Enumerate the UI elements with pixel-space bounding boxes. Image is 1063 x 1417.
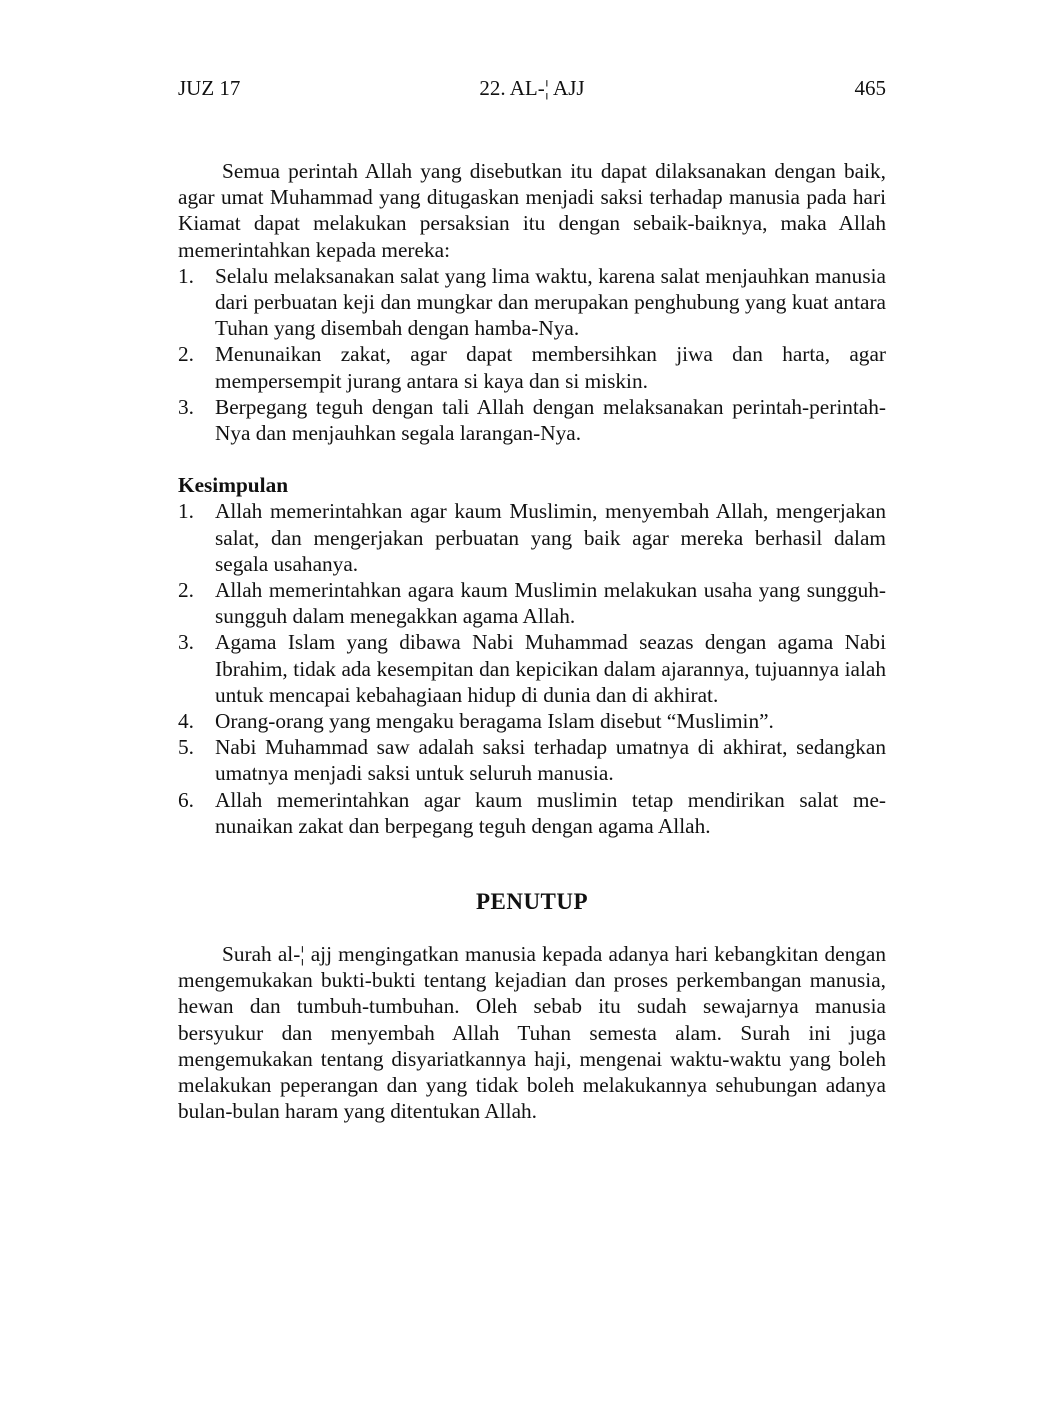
item-number: 4. [178, 709, 194, 734]
list-item [178, 394, 886, 446]
list-item [178, 263, 886, 342]
list-item [178, 498, 886, 577]
page-number: 465 [854, 76, 886, 100]
closing-paragraph: Surah al-¦ ajj mengingatkan manusia kepada adanya hari kebangkitan dengan mengemukakan bukti-bukti tentang kejadian dan proses perkembangan manusia, hewan dan tumbuh-tumbuhan. Oleh sebab itu sudah sewajarnya manusia bersyukur dan menyembah Allah Tuhan semesta alam. Surah ini juga mengemukakan tentang disyariatkannya haji, mengenai waktu-waktu yang boleh melakukan peperangan dan yang tidak boleh melakukannya sehubungan adanya bulan-bulan haram yang ditentukan Allah. [178, 942, 886, 1124]
item-number: 5. [178, 735, 194, 760]
juz-label: JUZ 17 [178, 76, 241, 100]
item-text: Nabi Muhammad saw adalah saksi terhadap umatnya di akhirat, sedangkan umatnya menjadi saksi untuk seluruh manusia. [215, 735, 886, 786]
item-text: Orang-orang yang mengaku beragama Islam disebut “Muslimin”. [215, 709, 774, 734]
list-item [178, 787, 886, 839]
item-number: 2. [178, 342, 194, 367]
item-text: Allah memerintahkan agar kaum Muslimin, menyembah Allah, mengerjakan salat, dan mengerjakan perbuatan yang baik agar mereka berhasil dalam segala usahanya. [215, 499, 886, 576]
item-text: Agama Islam yang dibawa Nabi Muhammad seazas dengan agama Nabi Ibrahim, tidak ada kesempitan dan kepicikan dalam ajarannya, tujuannya ialah untuk mencapai kebahagiaan hidup di dunia dan di akhirat. [215, 630, 886, 707]
commands-list [178, 263, 886, 446]
item-text: Menunaikan zakat, agar dapat membersihkan jiwa dan harta, agar mempersempit jurang antara si kaya dan si miskin. [215, 342, 886, 393]
intro-paragraph: Semua perintah Allah yang disebutkan itu dapat dilaksanakan dengan baik, agar umat Muhammad yang ditugaskan menjadi saksi terhadap manusia pada hari Kiamat dapat melakukan persaksian itu dengan sebaik-baiknya, maka Allah memerintahkan kepada mereka: [178, 159, 886, 262]
conclusion-list [178, 498, 886, 839]
item-number: 3. [178, 394, 194, 419]
list-item [178, 577, 886, 629]
item-number: 1. [178, 263, 194, 288]
conclusion-heading: Kesimpulan [178, 473, 289, 498]
item-text: Berpegang teguh dengan tali Allah dengan melaksanakan perintah-perintah-Nya dan menjauhkan segala larangan-Nya. [215, 394, 886, 446]
page-body [178, 158, 886, 1125]
item-number: 1. [178, 499, 194, 524]
item-text: Allah memerintahkan agar kaum muslimin tetap mendirikan salat me-nunaikan zakat dan berpegang teguh dengan agama Allah. [215, 787, 886, 838]
closing-heading: PENUTUP [475, 889, 589, 915]
item-number: 3. [178, 630, 194, 655]
item-text: Allah memerintahkan agara kaum Muslimin melakukan usaha yang sungguh-sungguh dalam menegakkan agama Allah. [215, 578, 886, 629]
surah-title: 22. AL-¦ AJJ [479, 76, 585, 100]
list-item [178, 341, 886, 393]
item-number: 6. [178, 787, 194, 812]
list-item [178, 734, 886, 786]
list-item [178, 708, 886, 734]
item-number: 2. [178, 578, 194, 603]
item-text: Selalu melaksanakan salat yang lima waktu, karena salat menjauhkan manusia dari perbuatan keji dan mungkar dan merupakan penghubung yang kuat antara Tuhan yang disembah dengan hamba-Nya. [215, 263, 886, 341]
running-header [178, 74, 886, 102]
list-item [178, 629, 886, 708]
